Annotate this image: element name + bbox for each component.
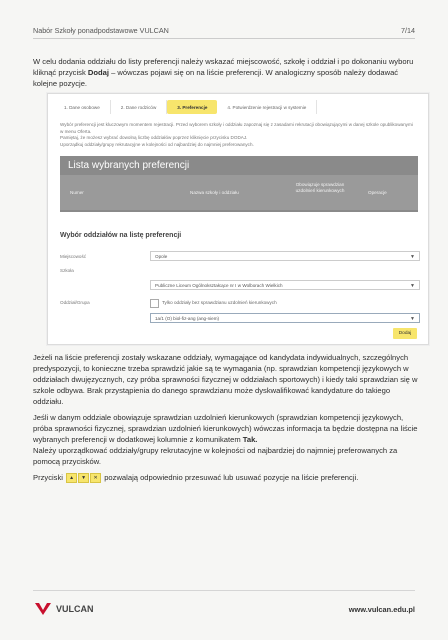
chevron-down-icon: ▼ — [410, 254, 415, 260]
page-number: 7/14 — [401, 26, 415, 35]
buttons-description: pozwalają odpowiednio przesuwać lub usuwać pozycje na liście preferencji. — [104, 473, 359, 482]
list-title: Lista wybranych preferencji — [68, 160, 190, 171]
only-no-exam-checkbox[interactable] — [150, 299, 159, 308]
city-label: Miejscowość — [60, 254, 87, 259]
intro-text-2: – wówczas pojawi się on na liście preferencji. W analogiczny sposób należy dodawać kolejne pozycje. — [33, 68, 399, 88]
school-label: Szkoła — [60, 268, 74, 273]
brand-name: VULCAN — [56, 604, 94, 614]
info-line-2: Pamiętaj, że możesz wybrać dowolną liczbę oddziałów poprzez kliknięcie przycisku DODAJ. — [60, 135, 248, 140]
add-button[interactable]: Dodaj — [393, 328, 417, 339]
body-p2-text: Jeśli w danym oddziale obowiązuje sprawdzian uzdolnień kierunkowych (sprawdzian kompetencji językowych, próba sprawności fizycznej, sprawdzian uzdolnień kierunkowych) wówczas informacja ta będzie dostępna na liście wybranych preferencji w dodatkowej kolumnie z komunikatem — [33, 413, 418, 444]
branch-value: 1a/1 (O) biol-fiz-ang (ang-niem) — [155, 315, 220, 321]
page-header — [33, 26, 415, 35]
header-title: Nabór Szkoły ponadpodstawowe VULCAN — [33, 26, 169, 35]
step-2[interactable]: 2. Dane rodziców — [111, 100, 168, 114]
preferences-list-panel — [60, 156, 418, 212]
body-paragraph-1: Jeżeli na liście preferencji zostały wskazane oddziały, wymagające od kandydata indywidualnych, szczególnych predyspozycji, to konieczne trzeba sprawdzić jakie są te wymagania (np. sprawdzian kompetencji językowych w oddziałach dwujęzycznych, czy próba sprawności fizycznej w oddziałach sportowych) i kiedy taki sprawdzian się w szkole odbywa. Brak przystąpienia do danego sprawdzianu może dyskwalifikować kandydature do takiego oddziału. — [33, 353, 418, 406]
wizard-steps — [54, 100, 420, 114]
school-select[interactable] — [150, 280, 420, 290]
school-value: Publiczne Liceum Ogólnokształcące nr I w Wolborach Wielkich — [155, 282, 283, 288]
chevron-down-icon: ▼ — [410, 316, 415, 322]
body-paragraph-2 — [33, 412, 418, 467]
selection-section-title: Wybór oddziałów na listę preferencji — [60, 232, 182, 239]
buttons-label: Przyciski — [33, 473, 63, 482]
col-exam: Obowiązuje sprawdzian uzdolnień kierunkowych — [295, 182, 345, 193]
screenshot-preferences — [47, 93, 429, 345]
city-select[interactable] — [150, 251, 420, 261]
col-operations: Operacje — [368, 190, 387, 195]
chevron-down-icon: ▼ — [410, 283, 415, 289]
col-school: Nazwa szkoły i oddziału — [190, 190, 239, 195]
branch-select[interactable] — [150, 313, 420, 323]
order-buttons — [66, 473, 101, 483]
step-4[interactable]: 4. Potwierdzenie rejestracji w systemie — [217, 100, 317, 114]
intro-bold-dodaj: Dodaj — [87, 68, 109, 77]
intro-text-1: W celu dodania oddziału do listy preferencji należy wskazać miejscowość, szkołę i oddział i po dokonaniu wyboru kliknąć przycisk — [33, 57, 414, 77]
info-text — [60, 122, 415, 148]
remove-icon[interactable]: ✕ — [90, 473, 101, 483]
vulcan-logo — [34, 602, 94, 616]
footer-url[interactable]: www.vulcan.edu.pl — [348, 605, 415, 614]
city-value: Opole — [155, 253, 168, 259]
body-text — [33, 352, 418, 488]
step-3-active[interactable]: 3. Preferencje — [167, 100, 217, 114]
header-divider — [33, 38, 415, 39]
vulcan-logo-icon — [34, 602, 52, 616]
intro-paragraph — [33, 56, 418, 89]
arrow-down-icon[interactable]: ▼ — [78, 473, 89, 483]
step-1[interactable]: 1. Dane osobowe — [54, 100, 111, 114]
branch-label: Oddział/Grupa — [60, 300, 90, 305]
info-line-1: Wybór preferencji jest kluczowym momentem rejestracji. Przed wyborem szkoły i oddziału zapoznaj się z zasadami rekrutacji obowiązującymi w danej szkole opublikowanymi w menu Oferta. — [60, 122, 413, 134]
arrow-up-icon[interactable]: ▲ — [66, 473, 77, 483]
body-p2-bold: Tak. — [242, 435, 258, 444]
info-line-3: Uporządkuj oddziały/grupy rekrutacyjne w kolejności od najbardziej do najmniej preferowanych. — [60, 141, 254, 147]
checkbox-label: Tylko oddziały bez sprawdzianu uzdolnień kierunkowych — [162, 300, 277, 305]
body-p3-text: Należy uporządkować oddziały/grupy rekrutacyjne w kolejności od najbardziej do najmniej preferowanych za pomocą przycisków. — [33, 446, 398, 466]
col-number: Numer — [70, 190, 84, 195]
list-header — [60, 175, 418, 210]
footer-divider — [33, 590, 415, 591]
body-paragraph-buttons — [33, 472, 418, 483]
